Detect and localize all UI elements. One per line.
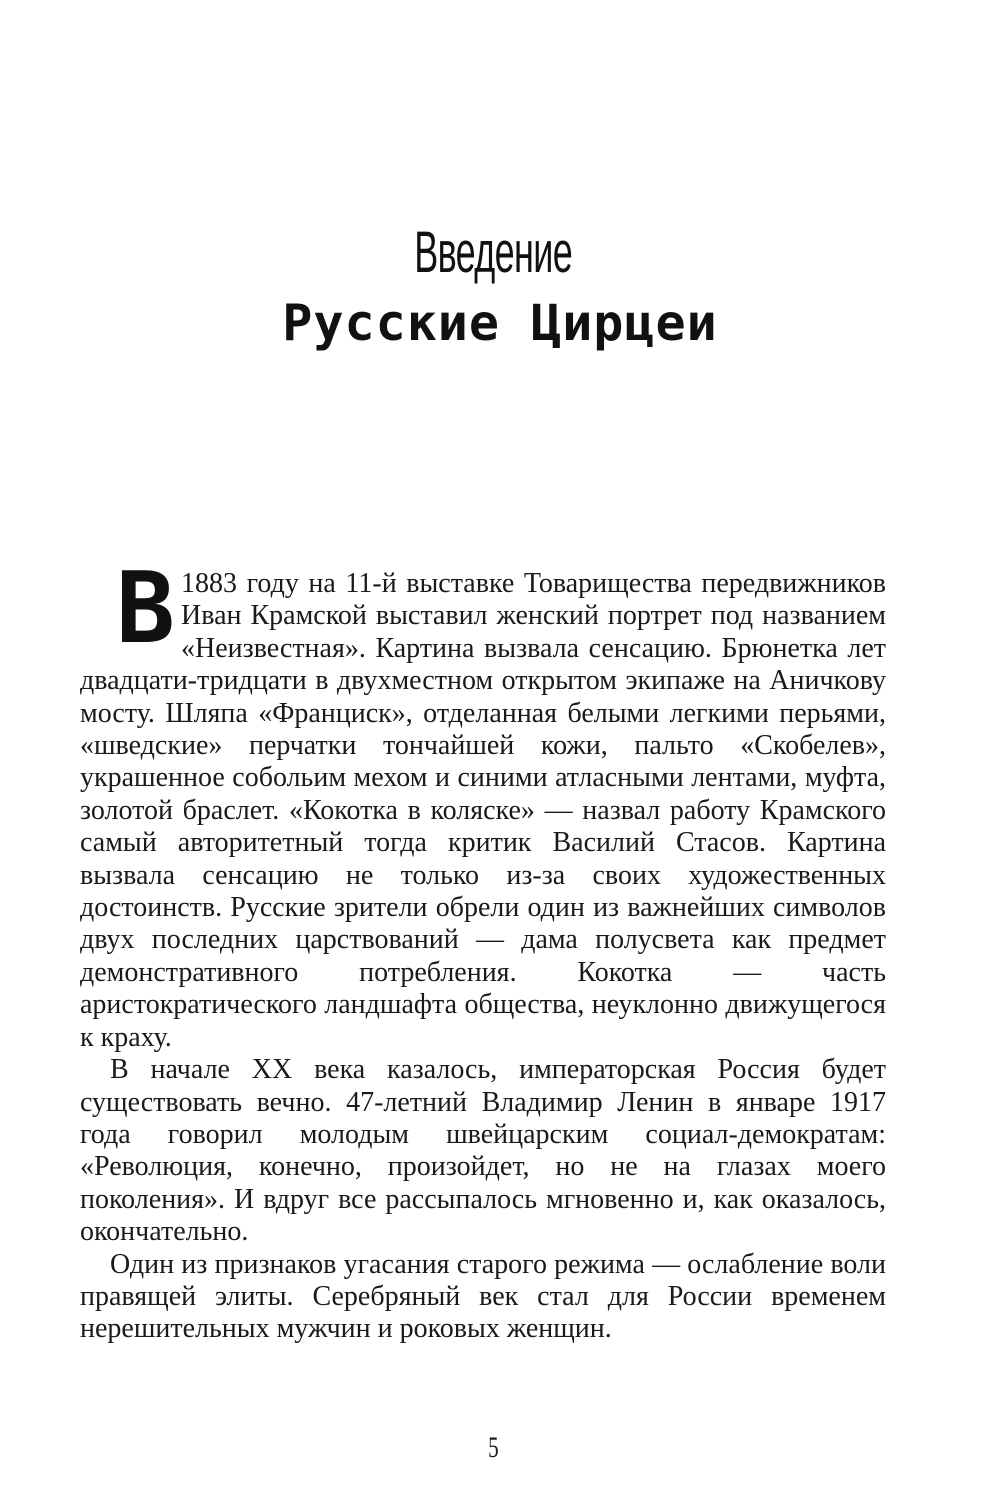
paragraph: [80, 552, 886, 1054]
body-text: [80, 552, 886, 1346]
page-number: 5: [488, 1431, 499, 1464]
chapter-title: Русские Цирцеи: [282, 294, 718, 352]
drop-cap: В: [116, 552, 176, 666]
chapter-label: Введение: [414, 220, 573, 285]
paragraph-1-text: 1883 году на 11-й выставке Товарищества передвижников Иван Крамской выставил женский портрет под названием «Неизвестная». Картина вызвала сенсацию. Брюнетка лет двадцати-тридцати в двухместном открытом экипаже на Аничкову мосту. Шляпа «Франциск», отделанная белыми легкими перьями, «шведские» перчатки тончайшей кожи, пальто «Скобелев», украшенное собольим мехом и синими атласными лентами, муфта, золотой браслет. «Кокотка в коляске» — назвал работу Крамского самый авторитетный тогда критик Василий Стасов. Картина вызвала сенсацию не только из-за своих художественных достоинств. Русские зрители обрели один из важнейших символов двух последних царствований — дама полусвета как предмет демонстративного потребления. Кокотка — часть аристократического ландшафта общества, неуклонно движущегося к краху.: [80, 568, 886, 1053]
paragraph-3: Один из признаков угасания старого режима — ослабление воли правящей элиты. Серебряный век стал для России временем нерешительных мужчин и роковых женщин.: [80, 1248, 886, 1345]
paragraph-2: В начале XX века казалось, императорская Россия будет существовать вечно. 47-летний Владимир Ленин в январе 1917 года говорил молодым швейцарским социал-демократам: «Революция, конечно, произойдет, но не на глазах моего поколения». И вдруг все рассыпалось мгновенно и, как оказалось, окончательно.: [80, 1054, 886, 1248]
